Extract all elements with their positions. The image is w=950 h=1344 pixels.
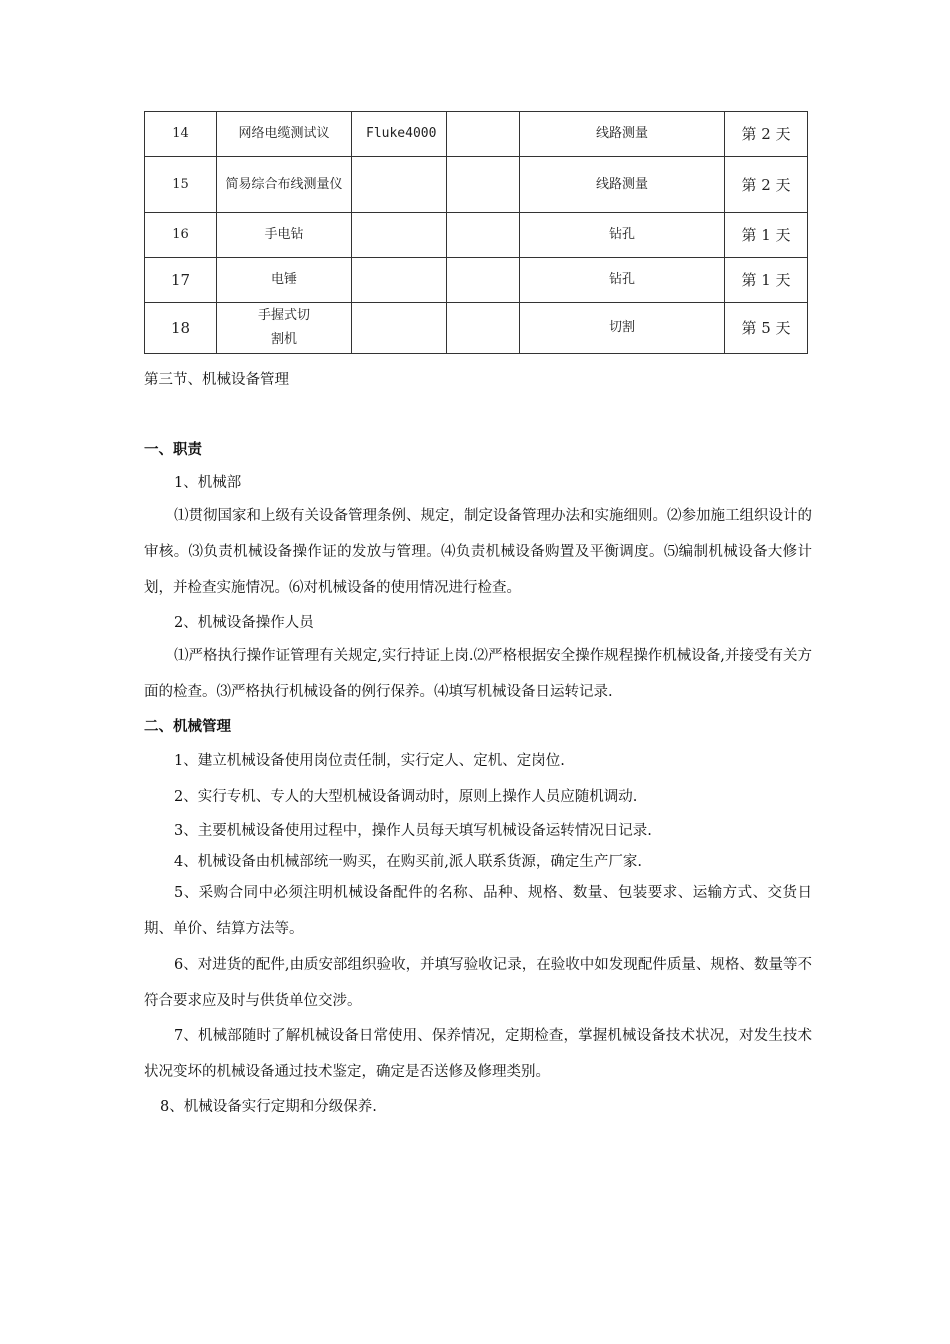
management-item-4: 4、机械设备由机械部统一购买，在购买前,派人联系货源，确定生产厂家. <box>174 854 642 870</box>
equipment-qty <box>447 213 520 258</box>
row-number: 18 <box>145 303 217 354</box>
equipment-use: 钻孔 <box>520 258 725 303</box>
equipment-model: Fluke4000 <box>352 112 447 157</box>
equipment-name: 简易综合布线测量仪 <box>217 157 352 213</box>
equipment-qty <box>447 258 520 303</box>
equipment-day: 第 1 天 <box>725 258 808 303</box>
management-item-1: 1、建立机械设备使用岗位责任制，实行定人、定机、定岗位. <box>174 753 565 769</box>
equipment-use: 线路测量 <box>520 157 725 213</box>
equipment-name: 手握式切割机 <box>217 303 352 354</box>
item-machinery-dept-title: 1、机械部 <box>174 475 242 491</box>
equipment-day: 第 1 天 <box>725 213 808 258</box>
item-operators-text: ⑴严格执行操作证管理有关规定,实行持证上岗.⑵严格根据安全操作规程操作机械设备,并接受有关方面的检查。⑶严格执行机械设备的例行保养。⑷填写机械设备日运转记录. <box>144 648 812 700</box>
equipment-day: 第 2 天 <box>725 112 808 157</box>
equipment-day: 第 5 天 <box>725 303 808 354</box>
management-item-2: 2、实行专机、专人的大型机械设备调动时，原则上操作人员应随机调动. <box>174 789 638 805</box>
equipment-qty <box>447 157 520 213</box>
equipment-day: 第 2 天 <box>725 157 808 213</box>
management-item-6: 6、对进货的配件,由质安部组织验收，并填写验收记录，在验收中如发现配件质量、规格、数量等不符合要求应及时与供货单位交涉。 <box>144 957 812 1009</box>
row-number: 14 <box>145 112 217 157</box>
equipment-table <box>144 111 808 354</box>
row-number: 17 <box>145 258 217 303</box>
table-row <box>145 112 808 157</box>
item-operators-title: 2、机械设备操作人员 <box>174 615 314 631</box>
item-machinery-dept-text: ⑴贯彻国家和上级有关设备管理条例、规定，制定设备管理办法和实施细则。⑵参加施工组织设计的审核。⑶负责机械设备操作证的发放与管理。⑷负责机械设备购置及平衡调度。⑸编制机械设备大修计划，并检查实施情况。⑹对机械设备的使用情况进行检查。 <box>144 508 812 596</box>
table-row <box>145 157 808 213</box>
equipment-model <box>352 213 447 258</box>
table-row <box>145 213 808 258</box>
equipment-name: 手电钻 <box>217 213 352 258</box>
equipment-model <box>352 157 447 213</box>
equipment-use: 切割 <box>520 303 725 354</box>
equipment-qty <box>447 303 520 354</box>
heading-duties: 一、职责 <box>144 442 202 458</box>
management-item-8: 8、机械设备实行定期和分级保养. <box>160 1099 377 1115</box>
equipment-model <box>352 303 447 354</box>
equipment-use: 钻孔 <box>520 213 725 258</box>
management-item-5: 5、采购合同中必须注明机械设备配件的名称、品种、规格、数量、包装要求、运输方式、交货日期、单价、结算方法等。 <box>144 885 812 937</box>
table-row <box>145 303 808 354</box>
equipment-model <box>352 258 447 303</box>
equipment-name: 电锤 <box>217 258 352 303</box>
equipment-name: 网络电缆测试议 <box>217 112 352 157</box>
equipment-use: 线路测量 <box>520 112 725 157</box>
heading-management: 二、机械管理 <box>144 719 231 735</box>
row-number: 16 <box>145 213 217 258</box>
management-item-7: 7、机械部随时了解机械设备日常使用、保养情况，定期检查，掌握机械设备技术状况，对发生技术状况变坏的机械设备通过技术鉴定，确定是否送修及修理类别。 <box>144 1028 812 1080</box>
equipment-qty <box>447 112 520 157</box>
section-title: 第三节、机械设备管理 <box>144 372 289 388</box>
table-row <box>145 258 808 303</box>
row-number: 15 <box>145 157 217 213</box>
management-item-3: 3、主要机械设备使用过程中，操作人员每天填写机械设备运转情况日记录. <box>174 823 652 839</box>
